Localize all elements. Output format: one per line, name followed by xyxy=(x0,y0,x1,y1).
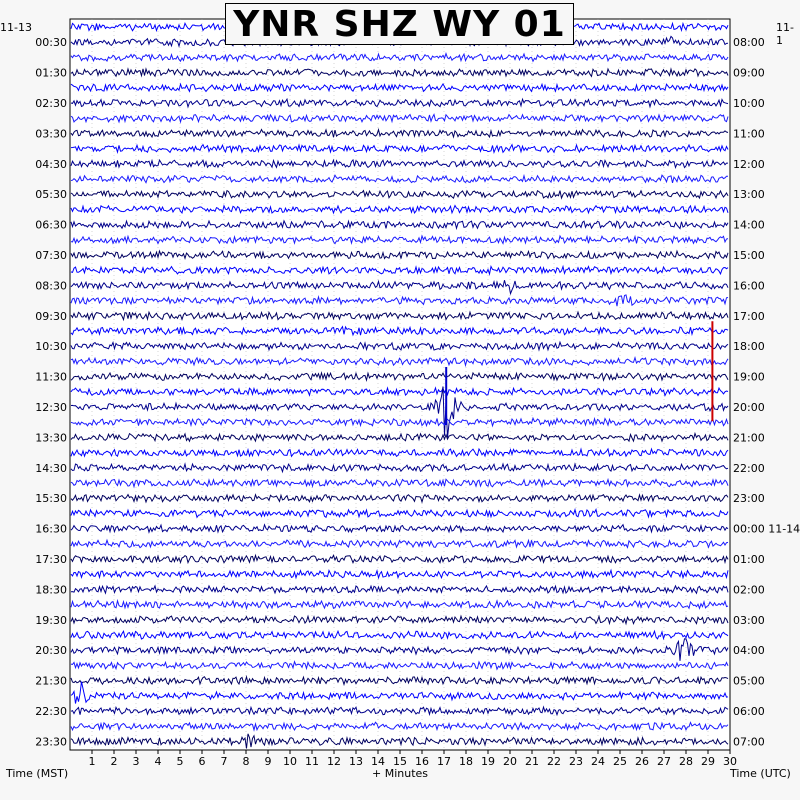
date-label-left: 11-13 xyxy=(0,21,32,34)
x-tick-label: 3 xyxy=(132,755,140,768)
x-axis-right-label: Time (UTC) xyxy=(730,767,791,780)
time-label-utc: 11:00 xyxy=(733,127,765,141)
time-label-mst: 10:30 xyxy=(35,340,67,354)
time-label-mst: 17:30 xyxy=(35,553,67,566)
time-label-mst: 08:30 xyxy=(35,279,67,293)
x-tick-label: 8 xyxy=(242,755,250,768)
x-tick-label: 24 xyxy=(591,755,605,768)
time-label-utc: 06:00 xyxy=(733,705,765,718)
time-label-mst: 06:30 xyxy=(35,218,67,232)
time-label-utc: 07:00 xyxy=(733,735,765,749)
time-label-utc: 20:00 xyxy=(733,401,765,414)
x-tick-label: 6 xyxy=(198,755,206,768)
time-label-utc: 10:00 xyxy=(733,97,765,110)
time-label-mst: 14:30 xyxy=(35,461,67,475)
x-tick-label: 13 xyxy=(349,755,363,768)
time-label-utc: 09:00 xyxy=(733,66,765,80)
x-tick-label: 7 xyxy=(220,755,228,768)
x-tick-label: 27 xyxy=(657,755,671,768)
time-label-mst: 16:30 xyxy=(35,522,67,536)
x-tick-label: 1 xyxy=(88,755,96,768)
x-tick-label: 15 xyxy=(393,755,407,768)
time-label-utc: 13:00 xyxy=(733,188,765,202)
time-label-mst: 23:30 xyxy=(35,735,67,749)
time-label-utc: 12:00 xyxy=(733,157,765,171)
time-label-mst: 02:30 xyxy=(35,97,67,110)
time-label-utc: 04:00 xyxy=(733,644,765,658)
time-label-mst: 07:30 xyxy=(35,249,67,262)
time-label-mst: 22:30 xyxy=(35,705,67,718)
time-label-utc: 14:00 xyxy=(733,218,765,232)
time-label-mst: 19:30 xyxy=(35,613,67,627)
time-label-utc: 01:00 xyxy=(733,553,765,566)
time-label-mst: 00:30 xyxy=(35,36,67,50)
time-label-utc: 05:00 xyxy=(733,674,765,688)
time-label-utc: 19:00 xyxy=(733,370,765,384)
time-label-mst: 12:30 xyxy=(35,401,67,414)
x-tick-label: 29 xyxy=(701,755,715,768)
time-label-mst: 15:30 xyxy=(35,492,67,506)
time-label-mst: 03:30 xyxy=(35,127,67,141)
x-tick-label: 4 xyxy=(154,755,162,768)
x-axis-left-label: Time (MST) xyxy=(6,767,69,780)
x-tick-label: 26 xyxy=(635,755,649,768)
x-tick-label: 5 xyxy=(176,755,184,768)
date-label-right: 11-1 xyxy=(776,21,794,47)
x-tick-label: 17 xyxy=(437,755,451,768)
x-tick-label: 30 xyxy=(723,755,737,768)
time-label-utc: 23:00 xyxy=(733,492,765,506)
x-axis-label: + Minutes xyxy=(372,767,429,780)
time-label-utc: 16:00 xyxy=(733,279,765,293)
x-tick-label: 18 xyxy=(459,755,473,768)
time-label-utc: 21:00 xyxy=(733,431,765,445)
time-label-utc: 15:00 xyxy=(733,249,765,262)
x-tick-label: 14 xyxy=(371,755,385,768)
time-label-mst: 01:30 xyxy=(35,66,67,80)
x-tick-label: 11 xyxy=(305,755,319,768)
time-label-utc: 03:00 xyxy=(733,613,765,627)
time-label-mst: 04:30 xyxy=(35,157,67,171)
x-tick-label: 12 xyxy=(327,755,341,768)
x-tick-label: 22 xyxy=(547,755,561,768)
time-label-utc: 00:00 11-14 xyxy=(733,522,800,536)
time-label-mst: 21:30 xyxy=(35,674,67,688)
time-label-mst: 18:30 xyxy=(35,583,67,597)
chart-title: YNR SHZ WY 01 xyxy=(225,3,574,45)
time-label-utc: 02:00 xyxy=(733,583,765,597)
x-tick-label: 16 xyxy=(415,755,429,768)
x-tick-label: 19 xyxy=(481,755,495,768)
time-label-mst: 05:30 xyxy=(35,188,67,202)
time-label-mst: 11:30 xyxy=(35,370,67,384)
time-label-utc: 08:00 xyxy=(733,36,765,50)
x-tick-label: 28 xyxy=(679,755,693,768)
time-label-mst: 09:30 xyxy=(35,309,67,323)
x-tick-label: 20 xyxy=(503,755,517,768)
plot-frame xyxy=(70,19,730,750)
x-tick-label: 10 xyxy=(283,755,297,768)
time-label-mst: 20:30 xyxy=(35,644,67,658)
time-label-mst: 13:30 xyxy=(35,431,67,445)
x-tick-label: 9 xyxy=(264,755,272,768)
time-label-utc: 22:00 xyxy=(733,461,765,475)
x-tick-label: 21 xyxy=(525,755,539,768)
time-label-utc: 17:00 xyxy=(733,309,765,323)
time-label-utc: 18:00 xyxy=(733,340,765,354)
x-tick-label: 25 xyxy=(613,755,627,768)
x-tick-label: 23 xyxy=(569,755,583,768)
x-tick-label: 2 xyxy=(110,755,118,768)
